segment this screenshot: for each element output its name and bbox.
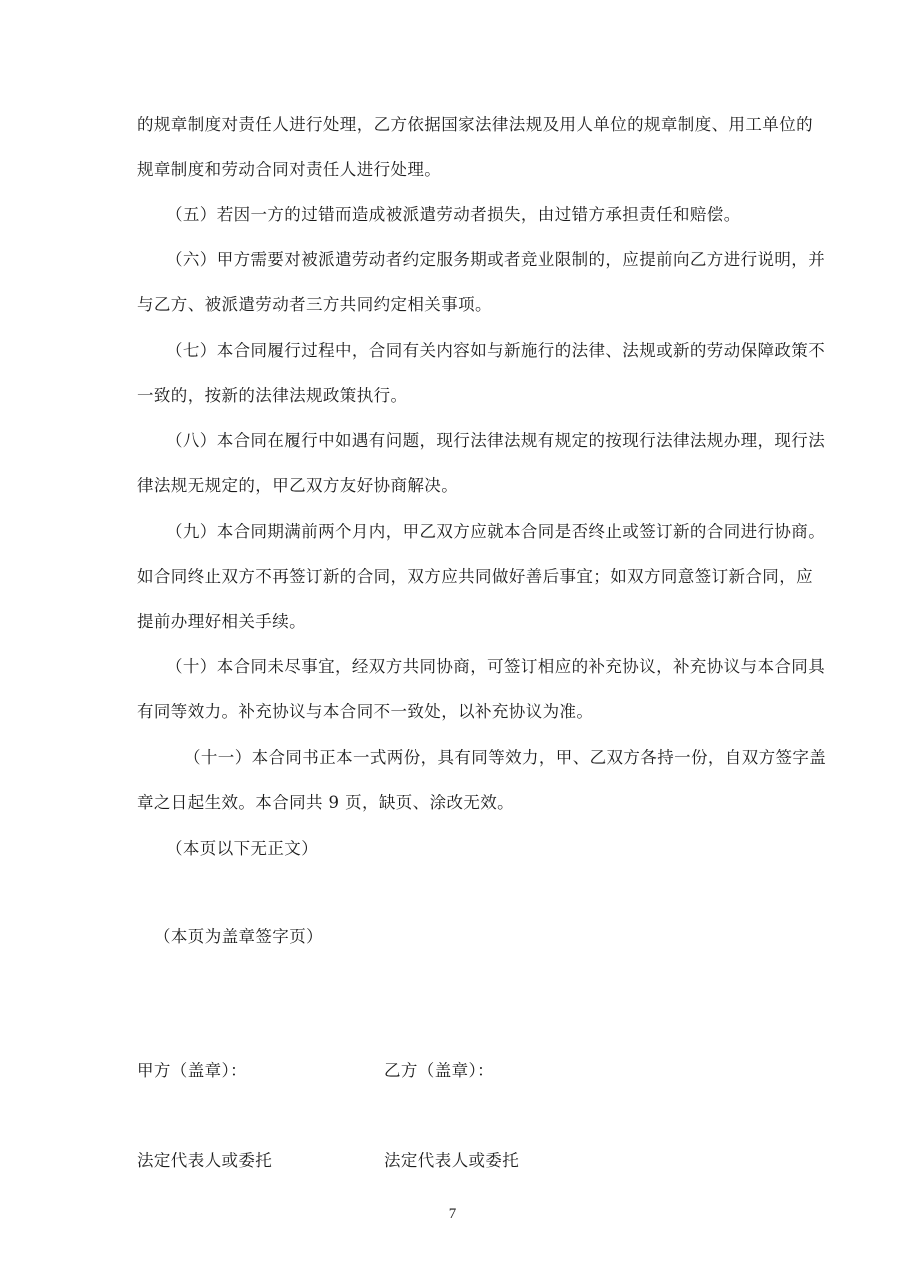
paragraph-line: 章之日起生效。本合同共 9 页，缺页、涂改无效。 xyxy=(137,793,515,812)
clause-7: （七）本合同履行过程中，合同有关内容如与新施行的法律、法规或新的劳动保障政策不 xyxy=(166,341,826,360)
paragraph-line: 提前办理好相关手续。 xyxy=(137,612,306,631)
page-number: 7 xyxy=(448,1206,457,1222)
clause-5: （五）若因一方的过错而造成被派遣劳动者损失，由过错方承担责任和赔偿。 xyxy=(166,205,741,224)
paragraph-line: 与乙方、被派遣劳动者三方共同约定相关事项。 xyxy=(137,295,492,314)
party-a-representative-label: 法定代表人或委托 xyxy=(137,1151,273,1170)
paragraph-line: 有同等效力。补充协议与本合同不一致处，以补充协议为准。 xyxy=(137,702,594,721)
clause-8: （八）本合同在履行中如遇有问题，现行法律法规有规定的按现行法律法规办理，现行法 xyxy=(166,431,826,450)
no-text-below-note: （本页以下无正文） xyxy=(166,839,319,858)
party-a-seal-label: 甲方（盖章）： xyxy=(137,1061,248,1080)
clause-6: （六）甲方需要对被派遣劳动者约定服务期或者竞业限制的，应提前向乙方进行说明，并 xyxy=(166,250,826,269)
clause-9: （九）本合同期满前两个月内，甲乙双方应就本合同是否终止或签订新的合同进行协商。 xyxy=(166,522,826,541)
paragraph-line: 的规章制度对责任人进行处理，乙方依据国家法律法规及用人单位的规章制度、用工单位的 xyxy=(137,115,813,134)
party-b-representative-label: 法定代表人或委托 xyxy=(384,1151,520,1170)
party-b-seal-label: 乙方（盖章）： xyxy=(384,1061,495,1080)
paragraph-line: 一致的，按新的法律法规政策执行。 xyxy=(137,386,408,405)
paragraph-line: 律法规无规定的，甲乙双方友好协商解决。 xyxy=(137,476,459,495)
clause-10: （十）本合同未尽事宜，经双方共同协商，可签订相应的补充协议，补充协议与本合同具 xyxy=(166,657,826,676)
signature-page-note: （本页为盖章签字页） xyxy=(154,927,323,946)
paragraph-line: 规章制度和劳动合同对责任人进行处理。 xyxy=(137,160,442,179)
clause-11: （十一）本合同书正本一式两份，具有同等效力，甲、乙双方各持一份，自双方签字盖 xyxy=(184,748,827,767)
paragraph-line: 如合同终止双方不再签订新的合同，双方应共同做好善后事宜；如双方同意签订新合同，应 xyxy=(137,567,813,586)
